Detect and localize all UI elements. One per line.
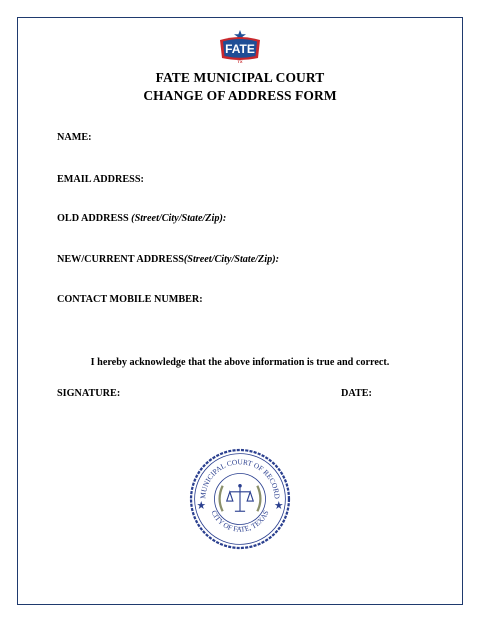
email-label: EMAIL ADDRESS: bbox=[57, 174, 144, 185]
court-seal bbox=[189, 448, 291, 550]
new-address-text: NEW/CURRENT ADDRESS bbox=[57, 254, 184, 265]
old-address-text: OLD ADDRESS bbox=[57, 213, 132, 224]
old-address-label bbox=[57, 213, 226, 224]
seal-top-text: MUNICIPAL COURT OF RECORD bbox=[198, 457, 282, 500]
old-address-hint: (Street/City/State/Zip): bbox=[131, 213, 227, 224]
date-label: DATE: bbox=[341, 388, 372, 399]
fate-logo bbox=[211, 30, 269, 66]
seal-bottom-text: CITY OF FATE, TEXAS bbox=[209, 508, 271, 534]
form-title: CHANGE OF ADDRESS FORM bbox=[143, 88, 337, 103]
mobile-label: CONTACT MOBILE NUMBER: bbox=[57, 294, 203, 305]
page-title: FATE MUNICIPAL COURT bbox=[155, 70, 325, 85]
acknowledgement-text: I hereby acknowledge that the above information is true and correct. bbox=[90, 357, 390, 368]
new-address-label bbox=[57, 254, 279, 265]
logo-subtext: TX bbox=[237, 59, 243, 64]
name-label: NAME: bbox=[57, 132, 92, 143]
new-address-hint: (Street/City/State/Zip): bbox=[183, 254, 279, 265]
signature-label: SIGNATURE: bbox=[57, 388, 121, 399]
logo-text: FATE bbox=[225, 42, 255, 56]
